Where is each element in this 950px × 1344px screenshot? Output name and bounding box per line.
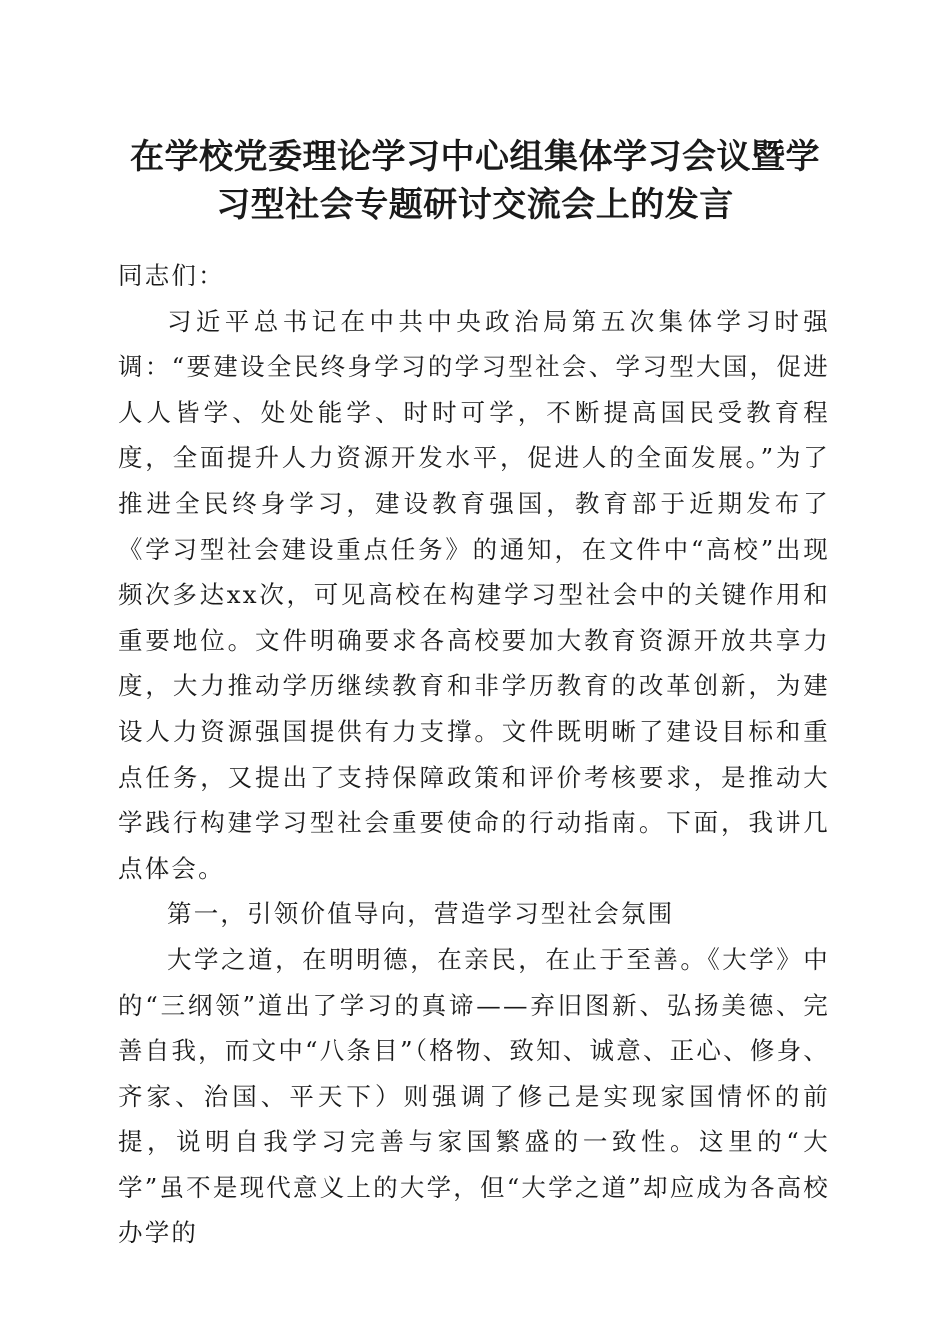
title-line-2: 习型社会专题研讨交流会上的发言 [216,185,734,225]
document-body [118,253,830,1256]
title-line-1: 在学校党委理论学习中心组集体学习会议暨学 [130,137,820,177]
paragraph-intro: 习近平总书记在中共中央政治局第五次集体学习时强调：“要建设全民终身学习的学习型社会、学习型大国，促进人人皆学、处处能学、时时可学，不断提高国民受教育程度，全面提升人力资源开发水平，促进人的全面发展。”为了推进全民终身学习，建设教育强国，教育部于近期发布了《学习型社会建设重点任务》的通知，在文件中“高校”出现频次多达xx次，可见高校在构建学习型社会中的关键作用和重要地位。文件明确要求各高校要加大教育资源开放共享力度，大力推动学历继续教育和非学历教育的改革创新，为建设人力资源强国提供有力支撑。文件既明晰了建设目标和重点任务，又提出了支持保障政策和评价考核要求，是推动大学践行构建学习型社会重要使命的行动指南。下面，我讲几点体会。 [118,306,830,883]
salutation: 同志们： [118,261,225,290]
section-heading-1: 第一，引领价值导向，营造学习型社会氛围 [167,899,675,929]
paragraph-section-1: 大学之道，在明明德，在亲民，在止于至善。《大学》中的“三纲领”道出了学习的真谛——弃旧图新、弘扬美德、完善自我，而文中“八条目”（格物、致知、诚意、正心、修身、齐家、治国、平天下）则强调了修己是实现家国情怀的前提，说明自我学习完善与家国繁盛的一致性。这里的“大学”虽不是现代意义上的大学，但“大学之道”却应成为各高校办学的 [118,944,830,1248]
document-title [100,133,850,229]
